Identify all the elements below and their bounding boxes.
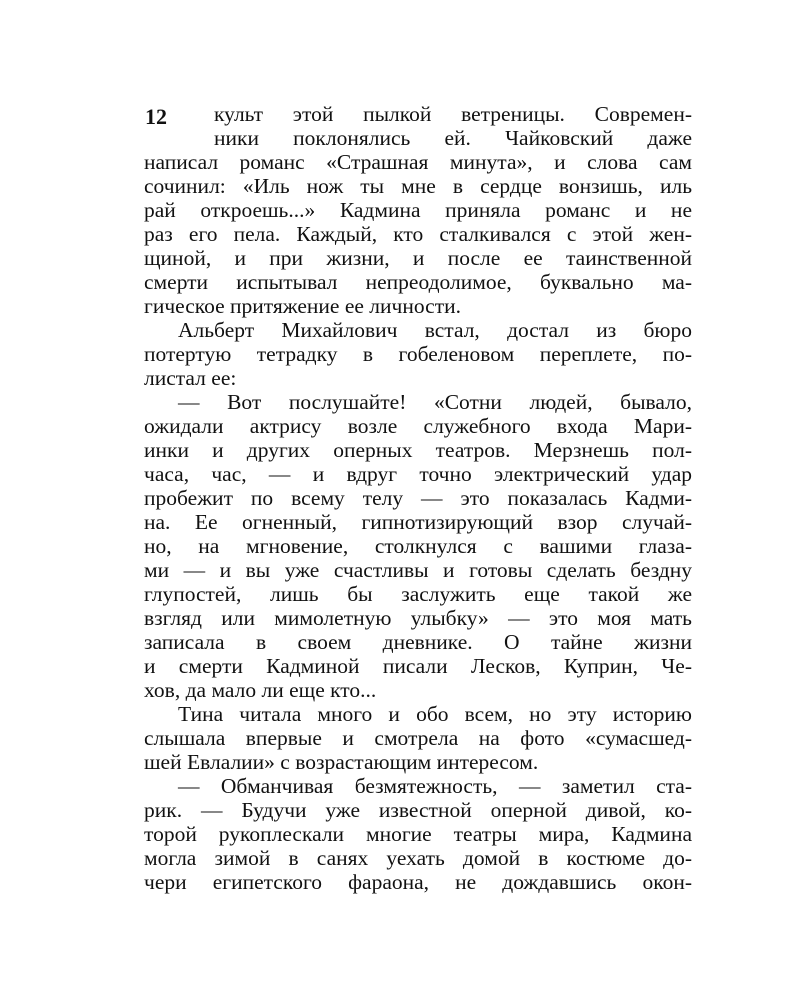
- text-line: ники поклонялись ей. Чайковский даже: [214, 126, 692, 150]
- text-line: чери египетского фараона, не дождавшись окон-: [144, 870, 692, 894]
- text-line: ожидали актрису возле служебного входа Мари-: [144, 414, 692, 438]
- text-line: слышала впервые и смотрела на фото «сумасшед-: [144, 726, 692, 750]
- page-number: 12: [145, 104, 167, 129]
- text-line: шей Евлалии» с возрастающим интересом.: [144, 750, 539, 774]
- text-line: — Обманчивая безмятежность, — заметил ста-: [178, 774, 692, 798]
- text-line: гическое притяжение ее личности.: [144, 294, 461, 318]
- text-line: могла зимой в санях уехать домой в костюме до-: [144, 846, 692, 870]
- text-line: написал романс «Страшная минута», и слова сам: [144, 150, 692, 174]
- text-line: щиной, и при жизни, и после ее таинственной: [144, 246, 692, 270]
- text-line: раз его пела. Каждый, кто сталкивался с этой жен-: [144, 222, 692, 246]
- text-line: Альберт Михайлович встал, достал из бюро: [178, 318, 692, 342]
- text-line: записала в своем дневнике. О тайне жизни: [144, 630, 692, 654]
- text-line: — Вот послушайте! «Сотни людей, бывало,: [178, 390, 692, 414]
- text-line: хов, да мало ли еще кто...: [144, 678, 377, 702]
- text-line: Тина читала много и обо всем, но эту историю: [178, 702, 692, 726]
- text-line: культ этой пылкой ветреницы. Современ-: [214, 102, 692, 126]
- text-line: рик. — Будучи уже известной оперной дивой, ко-: [144, 798, 692, 822]
- text-line: и смерти Кадминой писали Лесков, Куприн, Че-: [144, 654, 692, 678]
- text-line: глупостей, лишь бы заслужить еще такой же: [144, 582, 692, 606]
- text-line: сочинил: «Иль нож ты мне в сердце вонзишь, иль: [144, 174, 692, 198]
- text-line: торой рукоплескали многие театры мира, Кадмина: [144, 822, 692, 846]
- text-line: инки и других оперных театров. Мерзнешь пол-: [144, 438, 692, 462]
- text-line: потертую тетрадку в гобеленовом переплете, по-: [144, 342, 692, 366]
- text-line: но, на мгновение, столкнулся с вашими глаза-: [144, 534, 692, 558]
- text-line: ми — и вы уже счастливы и готовы сделать бездну: [144, 558, 692, 582]
- text-line: часа, час, — и вдруг точно электрический удар: [144, 462, 692, 486]
- body-text: [144, 102, 692, 894]
- text-line: на. Ее огненный, гипнотизирующий взор случай-: [144, 510, 692, 534]
- text-line: рай откроешь...» Кадмина приняла романс и не: [144, 198, 692, 222]
- text-line: листал ее:: [144, 366, 237, 390]
- text-line: пробежит по всему телу — это показалась Кадми-: [144, 486, 692, 510]
- text-line: смерти испытывал непреодолимое, буквально ма-: [144, 270, 692, 294]
- text-line: взгляд или мимолетную улыбку» — это моя мать: [144, 606, 692, 630]
